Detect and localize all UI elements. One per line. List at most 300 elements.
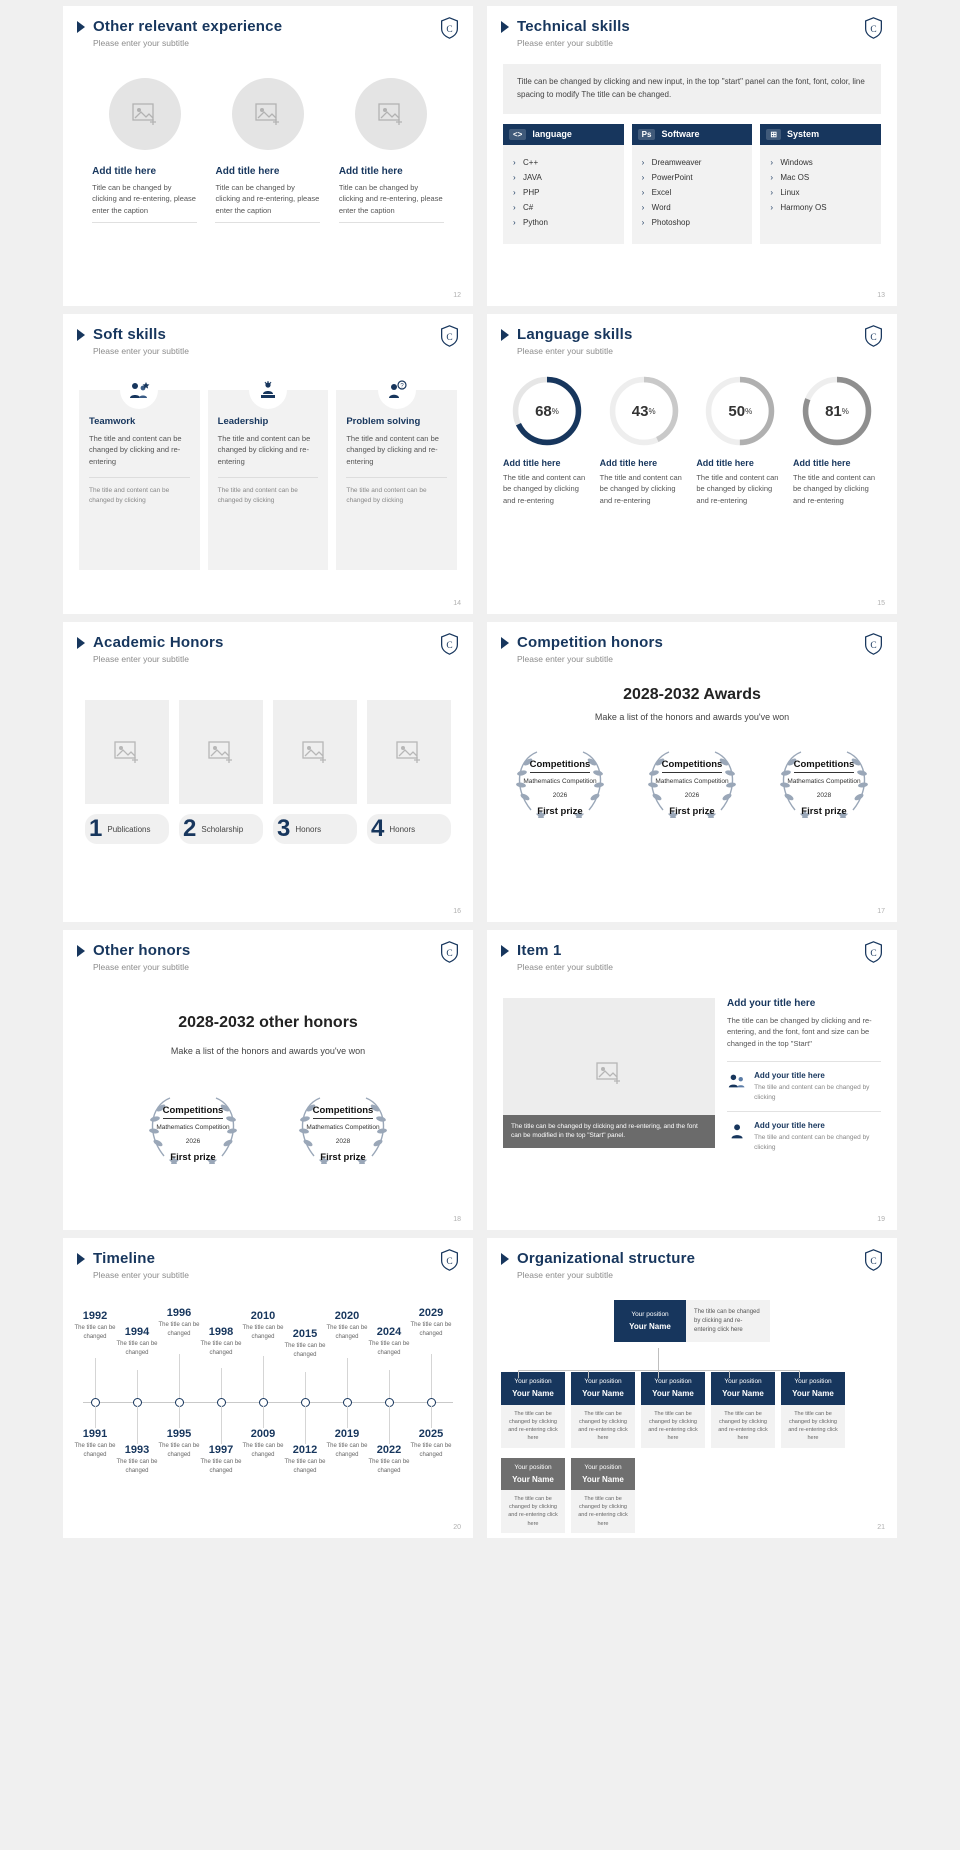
slide-header: [487, 622, 897, 664]
photoshop-icon: Ps: [638, 129, 656, 140]
item-content: [503, 998, 881, 1162]
timeline-year: 1992: [82, 1310, 108, 1322]
page-title: Soft skills: [93, 326, 167, 343]
org-name: Your Name: [512, 1474, 554, 1484]
slide-header: [63, 622, 473, 664]
title-marker-icon: [501, 1253, 509, 1265]
card-body: The title and content can be changed by clicking and re-entering: [217, 434, 311, 466]
page-title: Organizational structure: [517, 1250, 696, 1267]
org-node-header: [711, 1372, 775, 1404]
awards-title: 2028-2032 Awards: [623, 686, 761, 703]
divider: [339, 222, 444, 223]
org-node-header: [571, 1372, 635, 1404]
svg-text:C: C: [446, 1256, 453, 1267]
org-position: Your position: [654, 1378, 692, 1386]
list-item[interactable]: › Harmony OS: [770, 200, 875, 215]
svg-text:C: C: [870, 948, 877, 959]
list-item[interactable]: › Mac OS: [770, 170, 875, 185]
card-body: The title and content can be changed by clicking and re-entering: [89, 434, 182, 466]
award-detail: Mathematics Competition: [156, 1124, 230, 1131]
shield-logo-icon: [864, 1249, 883, 1271]
slide-other-relevant-experience[interactable]: [63, 6, 473, 306]
slide-item-1[interactable]: [487, 930, 897, 1230]
timeline-desc: The title can be changed: [74, 1325, 116, 1340]
award-name: Competitions: [794, 759, 855, 773]
ring-body: The title and content can be changed by clicking and re-entering: [696, 473, 779, 505]
page-subtitle: Please enter your subtitle: [517, 654, 613, 664]
timeline-year: 1994: [124, 1326, 150, 1338]
award-prize: First prize: [320, 1151, 366, 1163]
group-label: System: [787, 129, 820, 140]
page-subtitle: Please enter your subtitle: [517, 1270, 613, 1280]
org-connector: [658, 1370, 659, 1378]
org-connector: [658, 1348, 659, 1370]
users-icon: [727, 1071, 747, 1091]
wreath-row: [487, 744, 897, 817]
timeline-year: 2022: [376, 1444, 402, 1456]
ring-value: 81 %: [825, 402, 849, 420]
page-number: 14: [453, 600, 461, 607]
list-item[interactable]: › C++: [513, 155, 618, 170]
honor-column[interactable]: [367, 700, 451, 844]
award-wreath[interactable]: [501, 744, 619, 817]
group-header: [632, 124, 753, 145]
group-label: language: [532, 129, 572, 140]
org-connector: [518, 1370, 519, 1378]
honor-tag[interactable]: [273, 814, 357, 844]
honor-number: 3: [277, 815, 291, 842]
image-icon: [132, 103, 158, 125]
item-body: The title can be changed by clicking and re-entering, and the font, font and size can be changed in the top "Start": [727, 1016, 872, 1048]
page-title: Technical skills: [517, 18, 630, 35]
list-item-body: The tille and content can be changed by clicking: [754, 1134, 870, 1151]
award-prize: First prize: [170, 1151, 216, 1163]
column-heading: Add title here: [215, 166, 280, 177]
image-placeholder[interactable]: [109, 78, 181, 150]
award-detail: Mathematics Competition: [787, 778, 861, 785]
shield-logo-icon: [864, 941, 883, 963]
code-icon: <>: [509, 129, 526, 140]
card-footer: The title and content can be changed by clicking: [89, 486, 170, 504]
org-root-node[interactable]: [614, 1300, 686, 1342]
honor-label: Scholarship: [201, 824, 244, 834]
timeline-year: 1997: [208, 1444, 234, 1456]
honor-tag[interactable]: [179, 814, 263, 844]
timeline-desc: The title can be changed: [368, 1459, 410, 1474]
slide-header: [63, 930, 473, 972]
list-item[interactable]: › PHP: [513, 185, 618, 200]
honor-tag[interactable]: [85, 814, 169, 844]
language-rings: [503, 374, 881, 506]
timeline-desc: The title can be changed: [116, 1459, 158, 1474]
award-year: 2028: [816, 791, 832, 799]
image-placeholder[interactable]: [503, 998, 715, 1148]
award-detail: Mathematics Competition: [655, 778, 729, 785]
divider: [346, 477, 447, 478]
image-caption: The title can be changed by clicking and re-entering, and the font can be modified in the top "Start" panel.: [503, 1115, 715, 1149]
card-footer: The title and content can be changed by clicking: [346, 486, 427, 504]
ring-value: 68 %: [535, 402, 559, 420]
timeline-year: 2015: [292, 1328, 318, 1340]
timeline-year: 2019: [334, 1428, 360, 1440]
timeline-desc: The title can be changed: [368, 1341, 410, 1356]
page-number: 16: [453, 908, 461, 915]
award-name: Competitions: [530, 759, 591, 773]
org-node-desc: The title can be changed by clicking and re-entering click here: [781, 1405, 845, 1448]
page-subtitle: Please enter your subtitle: [93, 38, 189, 48]
page-title: Academic Honors: [93, 634, 224, 651]
divider: [89, 477, 190, 478]
list-item[interactable]: › C#: [513, 200, 618, 215]
timeline-desc: The title can be changed: [284, 1343, 326, 1358]
language-ring-item[interactable]: [600, 374, 688, 506]
timeline-desc: The title can be changed: [284, 1459, 326, 1474]
shield-logo-icon: [864, 633, 883, 655]
list-item[interactable]: › PowerPoint: [642, 170, 747, 185]
soft-skill-card[interactable]: [208, 390, 329, 570]
timeline-year: 2024: [376, 1326, 402, 1338]
timeline: [74, 1306, 459, 1496]
experience-columns: [63, 78, 473, 223]
image-icon: [396, 741, 422, 763]
group-header: [503, 124, 624, 145]
title-marker-icon: [77, 329, 85, 341]
timeline-year: 2025: [418, 1428, 444, 1440]
org-name: Your Name: [722, 1389, 764, 1399]
list-item[interactable]: › Dreamweaver: [642, 155, 747, 170]
honor-column[interactable]: [273, 700, 357, 844]
timeline-desc: The title can be changed: [326, 1443, 368, 1458]
image-placeholder[interactable]: [367, 700, 451, 804]
timeline-desc: The title can be changed: [200, 1341, 242, 1356]
ring-value: 50 %: [728, 402, 753, 420]
list-item[interactable]: › JAVA: [513, 170, 618, 185]
soft-skill-card[interactable]: [79, 390, 200, 570]
image-placeholder[interactable]: [355, 78, 427, 150]
page-title: Item 1: [517, 942, 562, 959]
group-label: Software: [661, 129, 700, 140]
timeline-year: 2009: [250, 1428, 276, 1440]
org-node-header: [641, 1372, 705, 1404]
org-node-header: [781, 1372, 845, 1404]
org-node-desc: The title can be changed by clicking and re-entering click here: [711, 1405, 775, 1448]
divider: [92, 222, 197, 223]
ring-heading: Add title here: [599, 458, 658, 468]
column-body: Title can be changed by clicking and re-entering, please enter the caption: [338, 183, 443, 215]
page-subtitle: Please enter your subtitle: [517, 962, 613, 972]
org-name: Your Name: [582, 1389, 624, 1399]
timeline-desc: The title can be changed: [200, 1459, 242, 1474]
list-item[interactable]: [727, 1061, 881, 1112]
svg-text:C: C: [870, 332, 877, 343]
column-heading: Add title here: [338, 166, 403, 177]
shield-logo-icon: [440, 941, 459, 963]
page-number: 20: [453, 1524, 461, 1531]
list-item[interactable]: › Python: [513, 215, 618, 230]
list-item[interactable]: [727, 1111, 881, 1162]
problem-solving-icon: [378, 371, 416, 409]
shield-logo-icon: [864, 17, 883, 39]
award-wreath[interactable]: [765, 744, 883, 817]
award-name: Competitions: [662, 759, 723, 773]
column-heading: Add title here: [92, 166, 157, 177]
slide-timeline[interactable]: [63, 1238, 473, 1538]
org-chart: [501, 1300, 883, 1527]
image-placeholder[interactable]: [85, 700, 169, 804]
card-heading: Leadership: [217, 416, 269, 427]
soft-skill-card[interactable]: [336, 383, 457, 570]
language-ring-item[interactable]: [696, 374, 784, 506]
slide-academic-honors[interactable]: [63, 622, 473, 922]
progress-ring: [607, 374, 681, 448]
award-wreath[interactable]: [284, 1090, 402, 1163]
svg-text:C: C: [446, 640, 453, 651]
org-position: Your position: [514, 1463, 552, 1471]
image-placeholder[interactable]: [179, 700, 263, 804]
award-prize: First prize: [801, 805, 847, 817]
svg-text:C: C: [446, 24, 453, 35]
org-node-desc: The title can be changed by clicking and re-entering click here: [641, 1405, 705, 1448]
slide-organizational-structure[interactable]: [487, 1238, 897, 1538]
experience-column[interactable]: [92, 78, 197, 223]
image-icon: [208, 741, 234, 763]
slide-soft-skills[interactable]: [63, 314, 473, 614]
image-placeholder[interactable]: [232, 78, 304, 150]
award-year: 2026: [552, 791, 568, 799]
org-connector: [799, 1370, 800, 1378]
timeline-year: 2020: [334, 1310, 360, 1322]
award-wreath[interactable]: [633, 744, 751, 817]
divider: [215, 222, 320, 223]
progress-ring: [510, 374, 584, 448]
org-position: Your position: [724, 1378, 762, 1386]
group-list: [760, 145, 881, 229]
image-icon: [114, 741, 140, 763]
group-list: [632, 145, 753, 244]
org-connector: [518, 1370, 800, 1371]
skill-group-software[interactable]: [632, 124, 753, 244]
note-box: Title can be changed by clicking and new input, in the top "start" panel can the font, font, color, line spacing to modify The title can be changed.: [503, 64, 881, 114]
org-position: Your position: [584, 1378, 622, 1386]
list-item[interactable]: › Excel: [642, 185, 747, 200]
slide-competition-honors[interactable]: [487, 622, 897, 922]
slide-header: [63, 1238, 473, 1280]
ring-heading: Add title here: [503, 458, 561, 468]
shield-logo-icon: [440, 1249, 459, 1271]
org-node[interactable]: [571, 1372, 635, 1447]
list-item-body: The tille and content can be changed by clicking: [754, 1083, 870, 1101]
timeline-desc: The title can be changed: [116, 1341, 158, 1356]
windows-icon: ⊞: [766, 129, 781, 140]
ring-heading: Add title here: [792, 458, 851, 468]
title-marker-icon: [501, 329, 509, 341]
image-icon: [596, 1062, 622, 1084]
award-detail: Mathematics Competition: [523, 778, 597, 785]
org-node[interactable]: [571, 1458, 635, 1533]
card-heading: Teamwork: [89, 416, 136, 427]
page-title: Other relevant experience: [93, 18, 283, 35]
org-position: Your position: [514, 1378, 552, 1386]
timeline-year: 1993: [124, 1444, 150, 1456]
page-title: Timeline: [93, 1250, 156, 1267]
timeline-desc: The title can be changed: [326, 1325, 368, 1340]
timeline-entry[interactable]: [404, 1428, 458, 1459]
slide-other-honors[interactable]: [63, 930, 473, 1230]
page-title: Other honors: [93, 942, 191, 959]
slide-header: [487, 1238, 897, 1280]
progress-ring: [800, 374, 874, 448]
ring-body: The title and content can be changed by clicking and re-entering: [503, 473, 586, 505]
language-ring-item[interactable]: [793, 374, 881, 506]
page-number: 13: [877, 292, 885, 299]
item-heading: Add your title here: [727, 998, 816, 1009]
title-marker-icon: [77, 637, 85, 649]
card-heading: Problem solving: [346, 416, 421, 427]
org-node[interactable]: [711, 1372, 775, 1447]
page-title: Language skills: [517, 326, 633, 343]
experience-column[interactable]: [339, 78, 444, 223]
slide-header: [63, 314, 473, 356]
honor-number: 4: [371, 815, 385, 842]
org-node-desc: The title can be changed by clicking and re-entering click here: [571, 1405, 635, 1448]
skill-group-language[interactable]: [503, 124, 624, 244]
page-number: 18: [453, 1216, 461, 1223]
svg-text:?: ?: [400, 383, 404, 390]
honor-label: Publications: [107, 824, 151, 834]
title-marker-icon: [77, 21, 85, 33]
timeline-entry[interactable]: [404, 1307, 458, 1338]
timeline-year: 1991: [82, 1428, 108, 1440]
list-item-heading: Add your title here: [754, 1070, 825, 1080]
honor-label: Honors: [295, 824, 322, 834]
org-connector: [729, 1370, 730, 1378]
org-node-header: [501, 1458, 565, 1490]
page-subtitle: Please enter your subtitle: [93, 1270, 189, 1280]
org-node[interactable]: [501, 1372, 565, 1447]
image-icon: [378, 103, 404, 125]
group-list: [503, 145, 624, 244]
ring-heading: Add title here: [696, 458, 754, 468]
svg-text:C: C: [870, 1256, 877, 1267]
org-position: Your position: [794, 1378, 832, 1386]
timeline-year: 2012: [292, 1444, 318, 1456]
slide-header: [487, 930, 897, 972]
org-node-desc: The title can be changed by clicking and re-entering click here: [501, 1405, 565, 1448]
org-node[interactable]: [641, 1372, 705, 1447]
honor-columns: [85, 700, 451, 844]
image-icon: [255, 103, 281, 125]
list-item[interactable]: › Linux: [770, 185, 875, 200]
timeline-desc: The title can be changed: [410, 1443, 452, 1458]
timeline-year: 1998: [208, 1326, 234, 1338]
skill-groups: [503, 124, 881, 244]
page-subtitle: Please enter your subtitle: [93, 962, 189, 972]
slide-technical-skills[interactable]: [487, 6, 897, 306]
honor-label: Honors: [389, 824, 416, 834]
awards-subtitle: Make a list of the honors and awards you've won: [170, 1046, 366, 1056]
award-prize: First prize: [669, 805, 715, 817]
language-ring-item[interactable]: [503, 374, 591, 506]
timeline-year: 1996: [166, 1307, 192, 1319]
soft-skill-cards: [79, 383, 457, 570]
org-position: Your position: [631, 1311, 669, 1318]
progress-ring: [703, 374, 777, 448]
honor-number: 1: [89, 815, 103, 842]
title-marker-icon: [77, 1253, 85, 1265]
timeline-year: 2029: [418, 1307, 444, 1319]
group-header: [760, 124, 881, 145]
teamwork-icon: [120, 371, 158, 409]
page-number: 17: [877, 908, 885, 915]
page-subtitle: Please enter your subtitle: [93, 346, 189, 356]
shield-logo-icon: [440, 17, 459, 39]
org-node-desc: The title can be changed by clicking and re-entering click here: [571, 1490, 635, 1533]
divider: [218, 477, 319, 478]
timeline-desc: The title can be changed: [242, 1325, 284, 1340]
award-prize: First prize: [537, 805, 583, 817]
list-item-heading: Add your title here: [754, 1121, 825, 1131]
award-detail: Mathematics Competition: [306, 1124, 380, 1131]
award-year: 2026: [185, 1137, 201, 1145]
shield-logo-icon: [864, 325, 883, 347]
honor-column[interactable]: [85, 700, 169, 844]
org-position: Your position: [584, 1463, 622, 1471]
item-text-column: [727, 998, 881, 1162]
slide-language-skills[interactable]: [487, 314, 897, 614]
skill-group-system[interactable]: [760, 124, 881, 244]
leadership-icon: [249, 371, 287, 409]
list-item[interactable]: › Photoshop: [642, 215, 747, 230]
list-item[interactable]: › Windows: [770, 155, 875, 170]
page-number: 21: [877, 1524, 885, 1531]
award-year: 2026: [684, 791, 700, 799]
ring-body: The title and content can be changed by clicking and re-entering: [599, 473, 682, 505]
page-number: 19: [877, 1216, 885, 1223]
image-placeholder[interactable]: [273, 700, 357, 804]
timeline-desc: The title can be changed: [410, 1322, 452, 1337]
ring-value: 43 %: [631, 402, 656, 420]
org-name: Your Name: [629, 1322, 671, 1332]
page-subtitle: Please enter your subtitle: [93, 654, 189, 664]
org-connector: [588, 1370, 589, 1378]
org-name: Your Name: [652, 1389, 694, 1399]
org-name: Your Name: [512, 1389, 554, 1399]
award-year: 2028: [335, 1137, 351, 1145]
page-title: Competition honors: [517, 634, 664, 651]
org-node[interactable]: [781, 1372, 845, 1447]
timeline-desc: The title can be changed: [158, 1322, 200, 1337]
title-marker-icon: [501, 21, 509, 33]
timeline-desc: The title can be changed: [158, 1443, 200, 1458]
shield-logo-icon: [440, 633, 459, 655]
awards-subtitle: Make a list of the honors and awards you've won: [594, 712, 790, 722]
list-item[interactable]: › Word: [642, 200, 747, 215]
award-wreath[interactable]: [134, 1090, 252, 1163]
svg-text:C: C: [446, 948, 453, 959]
org-node[interactable]: [501, 1458, 565, 1533]
slide-header: [487, 314, 897, 356]
honor-column[interactable]: [179, 700, 263, 844]
awards-title: 2028-2032 other honors: [178, 1014, 358, 1031]
column-body: Title can be changed by clicking and re-entering, please enter the caption: [215, 183, 320, 215]
experience-column[interactable]: [215, 78, 320, 223]
ring-body: The title and content can be changed by clicking and re-entering: [792, 473, 876, 505]
honor-tag[interactable]: [367, 814, 451, 844]
svg-text:C: C: [870, 24, 877, 35]
org-node-header: [501, 1372, 565, 1404]
timeline-year: 2010: [250, 1310, 276, 1322]
page-number: 15: [877, 600, 885, 607]
